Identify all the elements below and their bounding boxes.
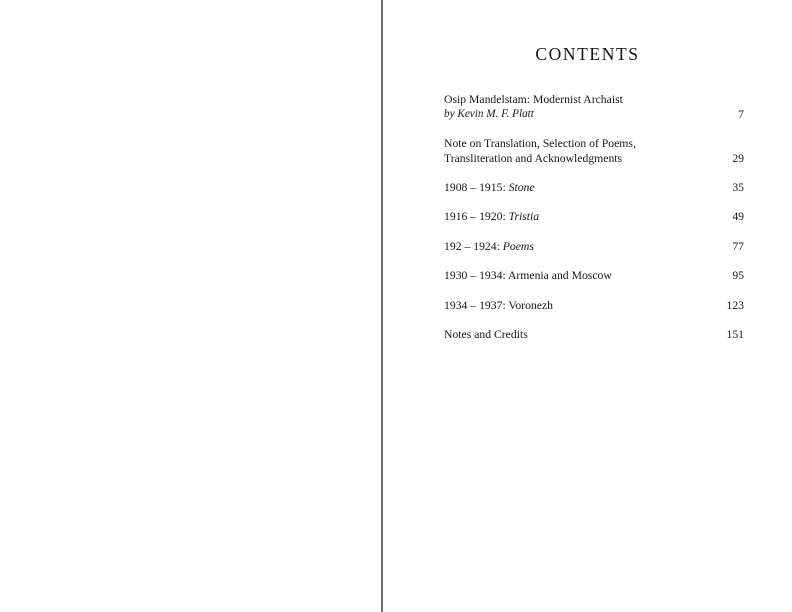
toc-entry-label — [444, 239, 672, 254]
list-item[interactable] — [444, 298, 744, 314]
toc-entry-line1: 1916 – 1920: — [444, 210, 509, 224]
list-item[interactable] — [444, 136, 744, 166]
toc-entry-page: 77 — [732, 239, 744, 253]
toc-entry-line1: 192 – 1924: — [444, 239, 503, 253]
toc-entry-title-italic: Tristia — [508, 210, 540, 224]
toc-entry-label — [444, 180, 672, 195]
toc-entry-line1: Note on Translation, Selection of Poems, — [444, 136, 636, 150]
toc-entry-page: 151 — [726, 328, 744, 342]
toc-entry-label — [444, 268, 672, 283]
toc-entry-label — [444, 92, 672, 122]
contents-page — [383, 0, 792, 612]
toc-entry-line1: 1930 – 1934: Armenia and Moscow — [444, 269, 612, 283]
page-title: CONTENTS — [535, 44, 640, 64]
toc-entry-line1: 1908 – 1915: — [444, 180, 509, 194]
toc-entry-line1: Osip Mandelstam: Modernist Archaist — [444, 93, 623, 106]
list-item[interactable] — [444, 92, 744, 122]
list-item[interactable] — [444, 327, 744, 343]
list-item[interactable] — [444, 239, 744, 255]
toc-entry-byline: by Kevin M. F. Platt — [444, 108, 534, 121]
toc-entry-label — [444, 298, 672, 313]
toc-entry-page: 49 — [732, 210, 744, 224]
toc-entry-title-italic: Stone — [508, 180, 535, 194]
toc-entry-page: 35 — [732, 180, 744, 194]
left-blank-page — [0, 0, 381, 612]
list-item[interactable] — [444, 268, 744, 284]
toc-entry-line1: Notes and Credits — [444, 328, 528, 342]
toc-entry-label — [444, 209, 672, 224]
toc-entry-page: 123 — [726, 298, 744, 312]
toc-entry-label — [444, 136, 672, 166]
toc-entry-page: 95 — [732, 269, 744, 283]
list-item[interactable] — [444, 209, 744, 225]
toc-entry-label — [444, 327, 672, 342]
list-item[interactable] — [444, 180, 744, 196]
toc-entry-page: 29 — [732, 151, 744, 165]
toc-entry-line2: Transliteration and Acknowledgments — [444, 152, 623, 166]
toc-entry-page: 7 — [738, 108, 744, 121]
toc-entry-title-italic: Poems — [502, 239, 534, 253]
table-of-contents — [444, 92, 744, 357]
toc-entry-line1: 1934 – 1937: Voronezh — [444, 298, 553, 312]
